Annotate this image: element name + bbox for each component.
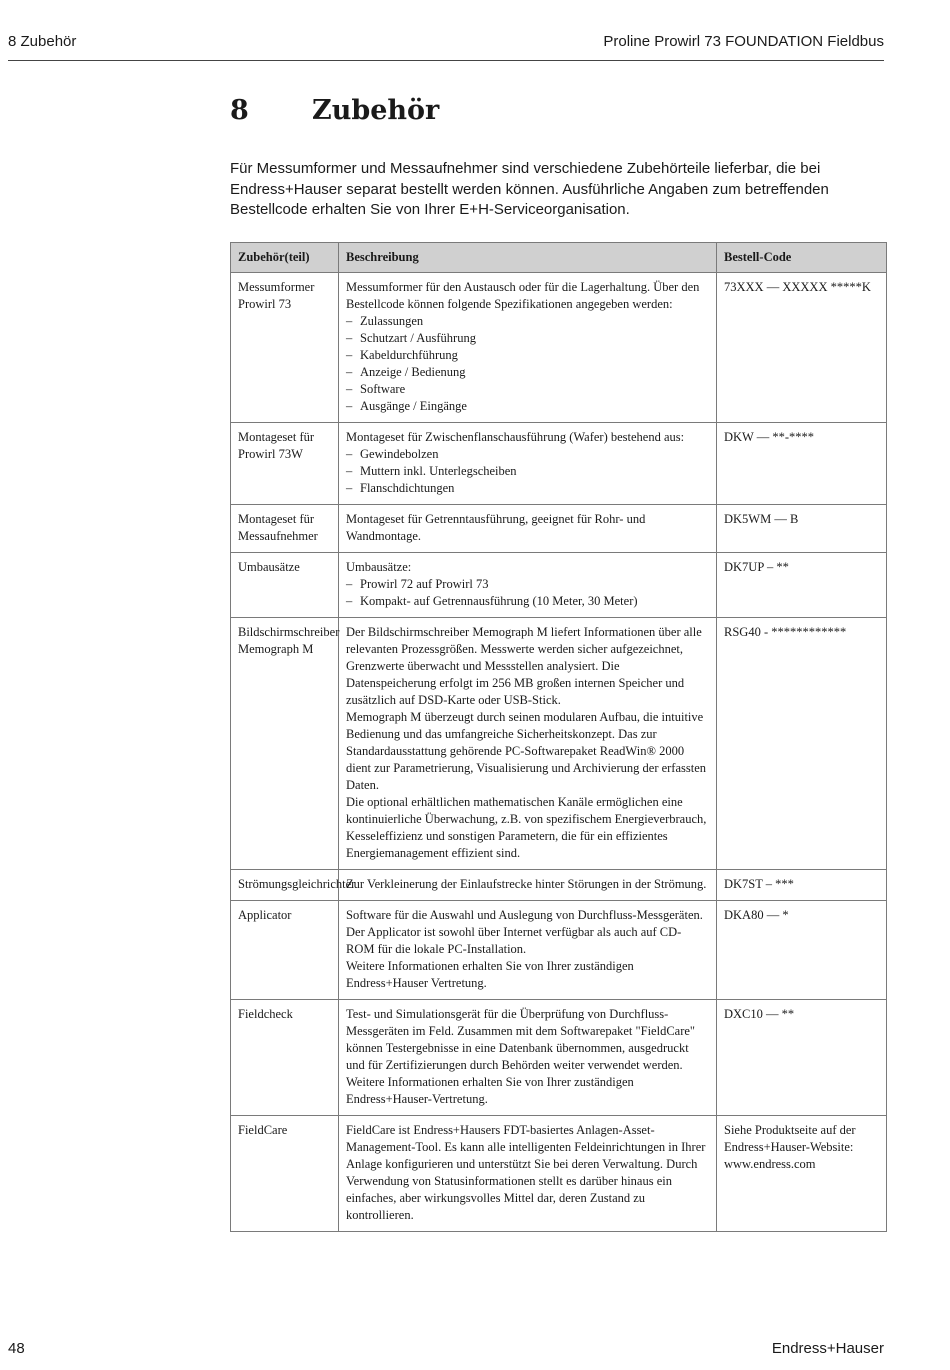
description-bullet: – Ausgänge / Eingänge	[346, 398, 709, 415]
cell-description	[339, 1000, 717, 1116]
table-body	[231, 273, 887, 1232]
description-bullet: – Software	[346, 381, 709, 398]
description-bullet: – Muttern inkl. Unterlegscheiben	[346, 463, 709, 480]
description-bullet: – Anzeige / Bedienung	[346, 364, 709, 381]
footer-brand: Endress+Hauser	[771, 1340, 884, 1357]
accessories-table	[230, 242, 887, 1232]
running-header-section: 8 Zubehör	[8, 33, 77, 50]
cell-order-code: RSG40 - ************	[717, 618, 887, 870]
column-header-item: Zubehör(teil)	[231, 243, 339, 273]
header-rule	[8, 60, 884, 61]
cell-description	[339, 273, 717, 423]
description-text: Weitere Informationen erhalten Sie von Ihrer zuständigen Endress+Hauser-Vertretung.	[346, 1075, 634, 1106]
page-number: 48	[8, 1340, 25, 1357]
cell-item: FieldCare	[231, 1116, 339, 1232]
description-text: Die optional erhältlichen mathematischen Kanäle ermöglichen eine kontinuierliche Überwachung, z.B. von spezifischem Energieverbrauch, Kesseleffizienz und sonstigen Parametern, die für ein effizientes Energiemanagement effizient sind.	[346, 795, 707, 860]
cell-item: Messumformer Prowirl 73	[231, 273, 339, 423]
cell-item: Montageset für Prowirl 73W	[231, 423, 339, 505]
intro-paragraph: Für Messumformer und Messaufnehmer sind verschiedene Zubehörteile lieferbar, die bei Endress+Hauser separat bestellt werden können. Ausführliche Angaben zum betreffenden Bestellcode erhalten Sie von Ihrer E+H-Serviceorganisation.	[230, 160, 829, 218]
cell-description	[339, 901, 717, 1000]
cell-order-code: DKW — **-****	[717, 423, 887, 505]
table-row	[231, 1116, 887, 1232]
chapter-heading	[230, 95, 439, 126]
cell-order-code: DXC10 — **	[717, 1000, 887, 1116]
description-text: Umbausätze:	[346, 560, 412, 574]
description-bullet: – Gewindebolzen	[346, 446, 709, 463]
cell-description	[339, 423, 717, 505]
column-header-description: Beschreibung	[339, 243, 717, 273]
description-text: Software für die Auswahl und Auslegung von Durchfluss-Messgeräten. Der Applicator ist sowohl über Internet verfügbar als auch auf CD-ROM für die lokale PC-Installation.	[346, 908, 703, 956]
cell-order-code: DK5WM — B	[717, 505, 887, 553]
description-text: Test- und Simulationsgerät für die Überprüfung von Durchfluss-Messgeräten im Feld. Zusammen mit dem Softwarepaket "FieldCare" können Testergebnisse in eine Datenbank übernommen, ausgedruckt und für Zertifizierungen durch Behörden weiter verwendet werden.	[346, 1007, 696, 1072]
description-text: Memograph M überzeugt durch seinen modularen Aufbau, die intuitive Bedienung und das umfangreiche Sicherheitskonzept. Das zur Standardausstattung gehörende PC-Softwarepaket ReadWin® 2000 dient zur Parametrierung, Visualisierung und Archivierung der erfassten Daten.	[346, 710, 707, 792]
table-row	[231, 870, 887, 901]
running-header-title: Proline Prowirl 73 FOUNDATION Fieldbus	[603, 33, 884, 50]
chapter-title: Zubehör	[312, 95, 440, 126]
cell-description	[339, 553, 717, 618]
description-bullet: – Kompakt- auf Getrennausführung (10 Meter, 30 Meter)	[346, 593, 709, 610]
cell-item: Fieldcheck	[231, 1000, 339, 1116]
cell-item: Montageset für Messaufnehmer	[231, 505, 339, 553]
description-text: Der Bildschirmschreiber Memograph M liefert Informationen über alle relevanten Prozessgrößen. Messwerte werden sicher aufgezeichnet, Grenzwerte überwacht und Messstellen analysiert. Die Datenspeicherung erfolgt im 256 MB großen internen Speicher und zusätzlich auf DSD-Karte oder USB-Stick.	[346, 625, 702, 707]
cell-order-code: DKA80 — *	[717, 901, 887, 1000]
cell-order-code: 73XXX — XXXXX *****K	[717, 273, 887, 423]
cell-item: Strömungsgleichrichter	[231, 870, 339, 901]
description-text: Messumformer für den Austausch oder für die Lagerhaltung. Über den Bestellcode können folgende Spezifikationen angegeben werden:	[346, 280, 700, 311]
description-text: Zur Verkleinerung der Einlaufstrecke hinter Störungen in der Strömung.	[346, 877, 707, 891]
description-bullet: – Prowirl 72 auf Prowirl 73	[346, 576, 709, 593]
cell-description	[339, 870, 717, 901]
cell-item: Applicator	[231, 901, 339, 1000]
table-row	[231, 273, 887, 423]
table-row	[231, 423, 887, 505]
description-text: FieldCare ist Endress+Hausers FDT-basiertes Anlagen-Asset-Management-Tool. Es kann alle intelligenten Feldeinrichtungen in Ihrer Anlage konfigurieren und unterstützt Sie bei deren Verwaltung. Durch Verwendung von Statusinformationen stellt es darüber hinaus ein einfaches, aber wirkungsvolles Mittel dar, deren Zustand zu kontrollieren.	[346, 1123, 706, 1222]
cell-order-code: DK7UP – **	[717, 553, 887, 618]
cell-description	[339, 1116, 717, 1232]
cell-item: Bildschirmschreiber Memograph M	[231, 618, 339, 870]
column-header-order-code: Bestell-Code	[717, 243, 887, 273]
description-bullet: – Kabeldurchführung	[346, 347, 709, 364]
table-row	[231, 505, 887, 553]
description-bullet: – Schutzart / Ausführung	[346, 330, 709, 347]
cell-description	[339, 505, 717, 553]
description-bullet: – Zulassungen	[346, 313, 709, 330]
table-header-row	[231, 243, 887, 273]
cell-order-code: Siehe Produktseite auf der Endress+Hauser-Website: www.endress.com	[717, 1116, 887, 1232]
cell-description	[339, 618, 717, 870]
description-text: Montageset für Getrenntausführung, geeignet für Rohr- und Wandmontage.	[346, 512, 646, 543]
description-text: Montageset für Zwischenflanschausführung (Wafer) bestehend aus:	[346, 430, 685, 444]
cell-order-code: DK7ST – ***	[717, 870, 887, 901]
table-row	[231, 553, 887, 618]
table-row	[231, 901, 887, 1000]
chapter-number: 8	[230, 95, 249, 126]
table-row	[231, 618, 887, 870]
description-bullet: – Flanschdichtungen	[346, 480, 709, 497]
description-text: Weitere Informationen erhalten Sie von Ihrer zuständigen Endress+Hauser Vertretung.	[346, 959, 634, 990]
cell-item: Umbausätze	[231, 553, 339, 618]
table-row	[231, 1000, 887, 1116]
